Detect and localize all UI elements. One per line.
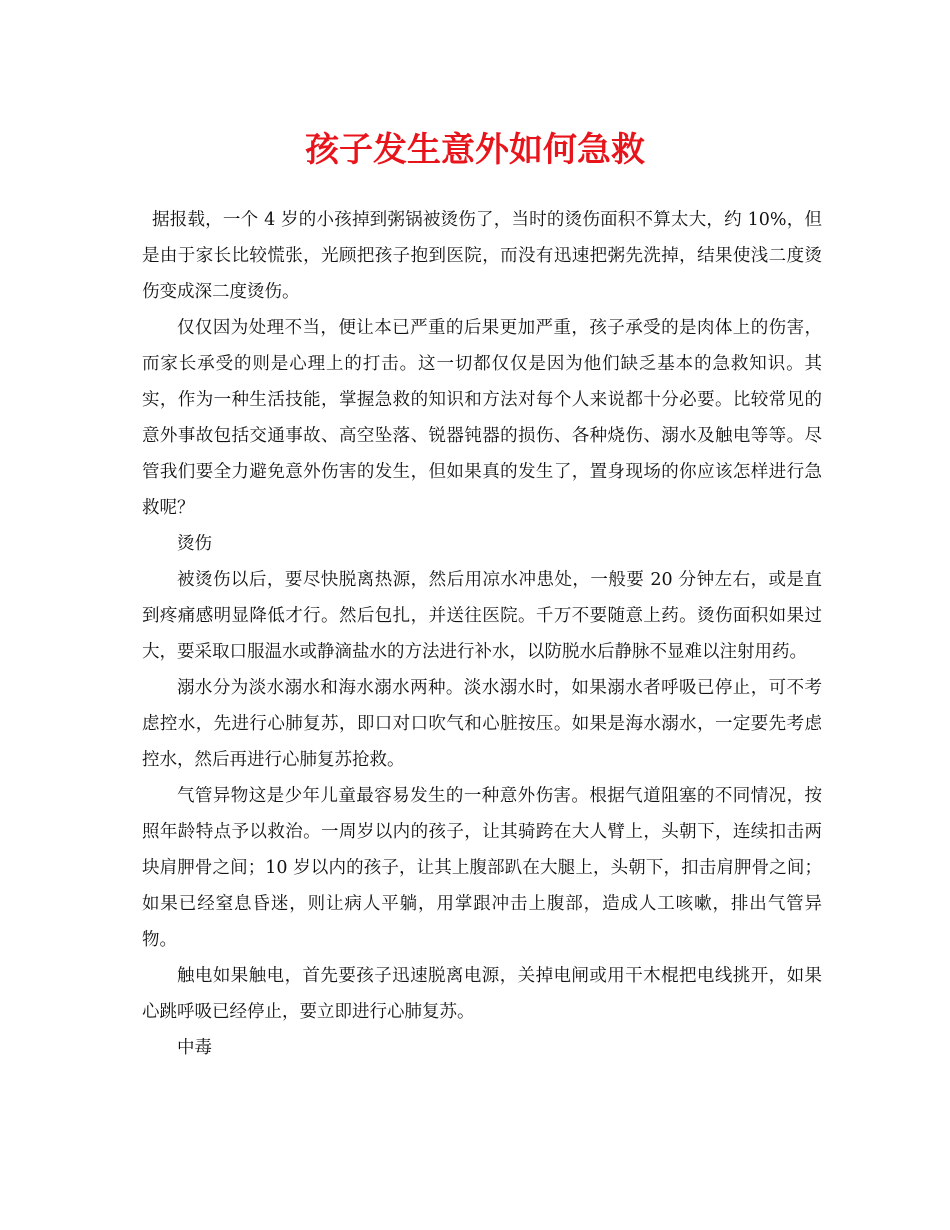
- paragraph-electric-shock: 触电如果触电，首先要孩子迅速脱离电源，关掉电闸或用干木棍把电线挑开，如果心跳呼吸已经停止，要立即进行心肺复苏。: [142, 966, 822, 1022]
- paragraph-drowning: 溺水分为淡水溺水和海水溺水两种。淡水溺水时，如果溺水者呼吸已停止，可不考虑控水，先进行心肺复苏，即口对口吹气和心脏按压。如果是海水溺水，一定要先考虑控水，然后再进行心肺复苏抢救。: [142, 678, 822, 770]
- section-heading-poisoning: 中毒: [177, 1038, 212, 1058]
- paragraph-airway-obstruction: 气管异物这是少年儿童最容易发生的一种意外伤害。根据气道阻塞的不同情况，按照年龄特点予以救治。一周岁以内的孩子，让其骑跨在大人臂上，头朝下，连续扣击两块肩胛骨之间；10 岁以内的孩子，让其上腹部趴在大腿上，头朝下，扣击肩胛骨之间；如果已经窒息昏迷，则让病人平躺，用掌跟冲击上腹部，造成人工咳嗽，排出气管异物。: [142, 786, 822, 950]
- document-body: [142, 202, 822, 1066]
- document-title: 孩子发生意外如何急救: [305, 130, 645, 170]
- paragraph-intro: 据报载，一个 4 岁的小孩掉到粥锅被烫伤了，当时的烫伤面积不算太大，约 10%，但是由于家长比较慌张，光顾把孩子抱到医院，而没有迅速把粥先洗掉，结果使浅二度烫伤变成深二度烫伤。: [142, 210, 822, 302]
- section-heading-burns: 烫伤: [177, 534, 212, 554]
- paragraph-importance: 仅仅因为处理不当，便让本已严重的后果更加严重，孩子承受的是肉体上的伤害，而家长承受的则是心理上的打击。这一切都仅仅是因为他们缺乏基本的急救知识。其实，作为一种生活技能，掌握急救的知识和方法对每个人来说都十分必要。比较常见的意外事故包括交通事故、高空坠落、锐器钝器的损伤、各种烧伤、溺水及触电等等。尽管我们要全力避免意外伤害的发生，但如果真的发生了，置身现场的你应该怎样进行急救呢？: [142, 318, 822, 518]
- paragraph-burns: 被烫伤以后，要尽快脱离热源，然后用凉水冲患处，一般要 20 分钟左右，或是直到疼痛感明显降低才行。然后包扎，并送往医院。千万不要随意上药。烫伤面积如果过大，要采取口服温水或静滴盐水的方法进行补水，以防脱水后静脉不显难以注射用药。: [142, 570, 822, 662]
